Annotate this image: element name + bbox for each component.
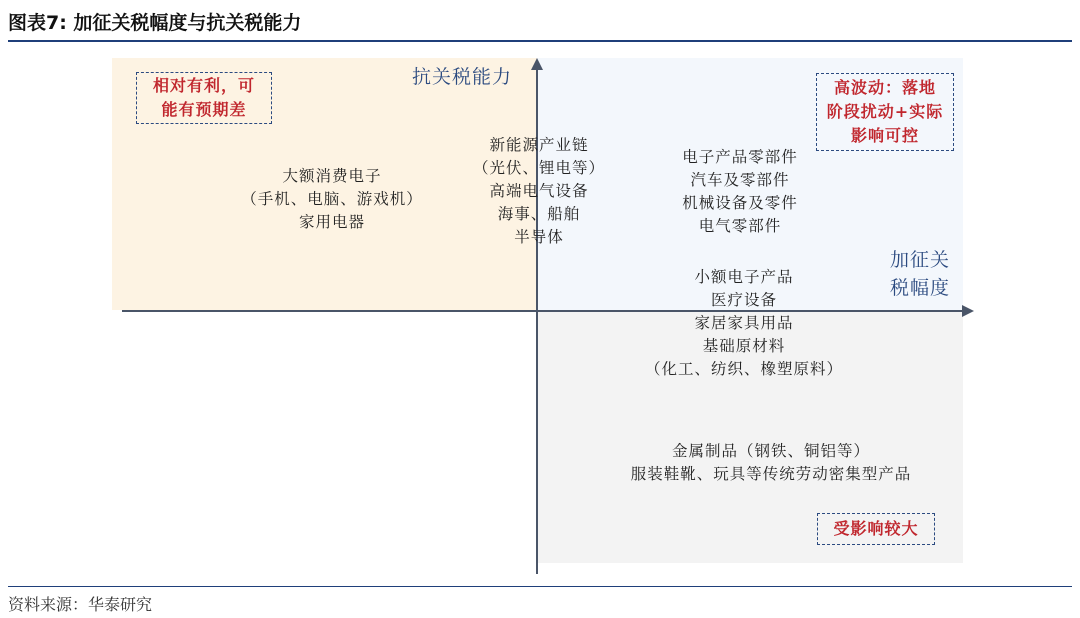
title-rule (8, 40, 1072, 42)
group-item: 海事、船舶 (497, 205, 581, 223)
note-line: 高波动：落地 (833, 78, 936, 97)
group-item: 半导体 (514, 228, 564, 246)
group-item: 高端电气设备 (489, 182, 589, 200)
group-item: 电子产品零部件 (682, 148, 798, 166)
group-item: （化工、纺织、橡塑原料） (644, 360, 843, 378)
x-axis-label-line: 加征关 (889, 249, 950, 271)
y-axis-label: 抗关税能力 (412, 66, 513, 88)
group-item: （手机、电脑、游戏机） (241, 190, 423, 208)
group-new-energy (444, 134, 634, 249)
group-item: 家用电器 (298, 213, 365, 231)
note-line: 受影响较大 (833, 519, 919, 538)
group-item: 医疗设备 (710, 291, 777, 309)
x-axis-arrow-icon (962, 305, 974, 317)
x-axis-label-line: 税幅度 (889, 277, 950, 299)
group-item: 电气零部件 (698, 217, 782, 235)
note-high-volatility (816, 73, 954, 151)
note-line: 影响可控 (850, 126, 919, 145)
group-item: （光伏、锂电等） (472, 159, 605, 177)
group-item: 服装鞋靴、玩具等传统劳动密集型产品 (630, 465, 912, 483)
group-item: 小额电子产品 (694, 268, 794, 286)
x-axis-label (884, 246, 956, 302)
y-axis-arrow-icon (531, 58, 543, 70)
group-small-goods (600, 266, 888, 381)
group-item: 基础原材料 (702, 337, 786, 355)
group-item: 家居家具用品 (694, 314, 794, 332)
note-favorable (136, 72, 272, 124)
note-line: 能有预期差 (161, 100, 247, 119)
note-line: 阶段扰动+实际 (826, 102, 944, 121)
source-rule (8, 586, 1072, 587)
group-components (640, 146, 840, 238)
group-labor-intensive (576, 440, 966, 486)
group-item: 新能源产业链 (489, 136, 589, 154)
source-note: 资料来源：华泰研究 (8, 595, 153, 614)
figure-title: 图表7: 加征关税幅度与抗关税能力 (8, 12, 302, 34)
note-heavily-affected (817, 513, 935, 545)
group-item: 机械设备及零件 (682, 194, 798, 212)
group-item: 金属制品（钢铁、铜铝等） (671, 442, 870, 460)
group-item: 大额消费电子 (282, 167, 382, 185)
group-item: 汽车及零部件 (690, 171, 790, 189)
group-consumer-electronics (204, 165, 460, 234)
note-line: 相对有利，可 (152, 76, 255, 95)
